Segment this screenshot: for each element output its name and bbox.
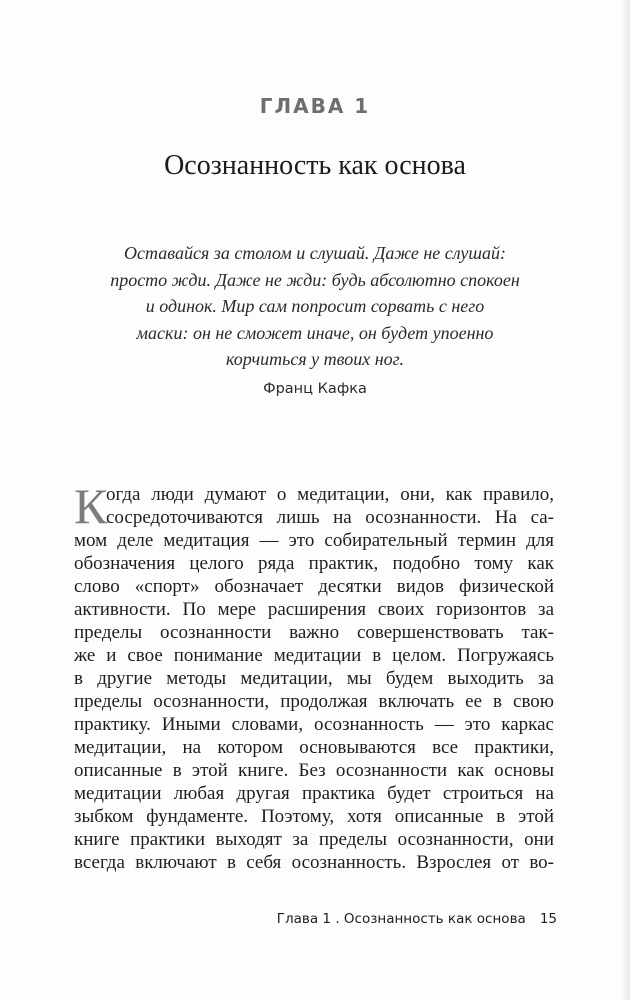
body-line: описанные в этой книге. Без осознанности как основы bbox=[74, 760, 554, 781]
body-line: медитации любая другая практика будет строиться на bbox=[74, 783, 554, 804]
body-paragraph bbox=[74, 478, 554, 874]
body-line: сосредоточиваются лишь на осознанности. На са- bbox=[106, 507, 554, 528]
epigraph bbox=[70, 240, 560, 373]
body-line: практику. Иными словами, осознанность — это каркас bbox=[74, 714, 554, 735]
epigraph-line: Оставайся за столом и слушай. Даже не слушай: bbox=[124, 243, 506, 263]
body-line: же и свое понимание медитации в целом. Погружаясь bbox=[74, 645, 554, 666]
body-line: пределы осознанности важно совершенствовать так- bbox=[74, 622, 554, 643]
body-line: книге практики выходят за пределы осознанности, они bbox=[74, 829, 554, 850]
chapter-label: ГЛАВА 1 bbox=[259, 94, 371, 118]
page-footer bbox=[0, 911, 557, 927]
epigraph-line: корчиться у твоих ног. bbox=[226, 349, 404, 369]
epigraph-author: Франц Кафка bbox=[263, 381, 367, 397]
page-number: 15 bbox=[539, 911, 557, 927]
body-line: зыбком фундаменте. Поэтому, хотя описанные в этой bbox=[74, 806, 554, 827]
epigraph-line: и одинок. Мир сам попросит сорвать с него bbox=[145, 296, 485, 316]
body-line: пределы осознанности, продолжая включать ее в свою bbox=[74, 691, 554, 712]
body-line: активности. По мере расширения своих горизонтов за bbox=[74, 599, 554, 620]
body-line: огда люди думают о медитации, они, как правило, bbox=[106, 484, 554, 505]
body-line: обозначения целого ряда практик, подобно тому как bbox=[74, 553, 554, 574]
body-line: всегда включают в себя осознанность. Взрослея от во- bbox=[74, 852, 554, 873]
epigraph-line: просто жди. Даже не жди: будь абсолютно спокоен bbox=[110, 269, 520, 290]
running-title: Глава 1 . Осознанность как основа bbox=[276, 911, 526, 927]
body-line: мом деле медитация — это собирательный термин для bbox=[74, 530, 554, 551]
body-line: слово «спорт» обозначает десятки видов физической bbox=[74, 576, 554, 597]
body-line: в другие методы медитации, мы будем выходить за bbox=[74, 668, 554, 689]
body-line: медитации, на котором основываются все практики, bbox=[74, 737, 554, 758]
epigraph-line: маски: он не сможет иначе, он будет упоенно bbox=[136, 322, 494, 343]
drop-cap: К bbox=[74, 478, 108, 534]
chapter-title: Осознанность как основа bbox=[164, 150, 466, 181]
